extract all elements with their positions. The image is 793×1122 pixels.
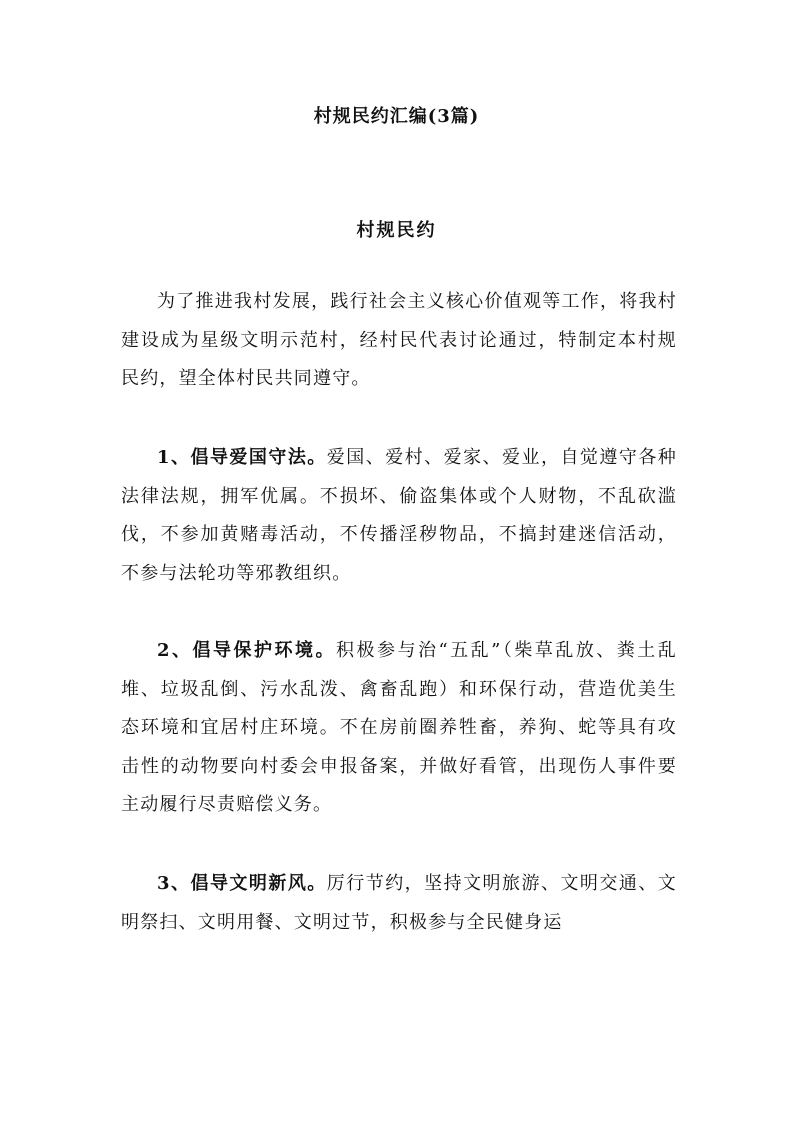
document-title: 村规民约汇编(3篇) <box>313 106 480 127</box>
section-title: 村规民约 <box>356 220 437 241</box>
article-lead-2: 2、倡导保护环境。 <box>157 640 336 661</box>
intro-paragraph: 为了推进我村发展，践行社会主义核心价值观等工作，将我村建设成为星级文明示范村，经村民代表讨论通过，特制定本村规民约，望全体村民共同遵守。 <box>121 291 677 389</box>
article-body-2: 积极参与治“五乱”（柴草乱放、粪土乱堆、垃圾乱倒、污水乱泼、禽畜乱跑）和环保行动，营造优美生态环境和宜居村庄环境。不在房前圈养牲畜，养狗、蛇等具有攻击性的动物要向村委会申报备案，并做好看管，出现伤人事件要主动履行尽责赔偿义务。 <box>121 640 677 815</box>
article-paragraph-1 <box>121 439 677 593</box>
article-lead-3: 3、倡导文明新风。 <box>157 873 327 894</box>
article-body-1: 爱国、爱村、爱家、爱业，自觉遵守各种法律法规，拥军优属。不损坏、偷盗集体或个人财物，不乱砍滥伐，不参加黄赌毒活动，不传播淫秽物品，不搞封建迷信活动，不参与法轮功等邪教组织。 <box>121 447 677 584</box>
article-lead-1: 1、倡导爱国守法。 <box>157 447 327 468</box>
article-body-3: 厉行节约，坚持文明旅游、文明交通、文明祭扫、文明用餐、文明过节，积极参与全民健身运 <box>121 873 677 933</box>
article-paragraph-2 <box>121 632 677 825</box>
article-paragraph-3 <box>121 865 677 942</box>
